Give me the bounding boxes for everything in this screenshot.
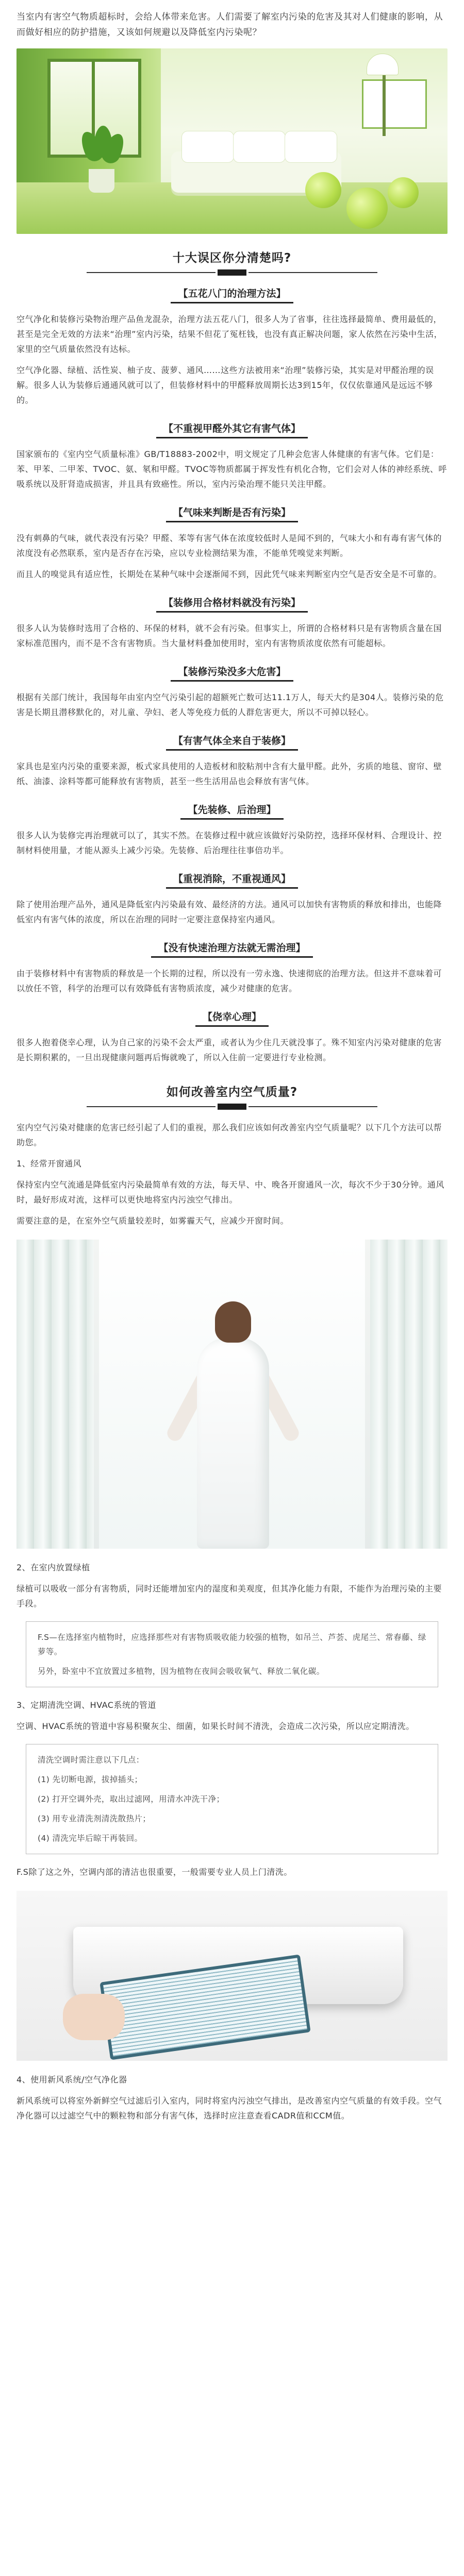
woman-figure <box>187 1301 279 1549</box>
subheading: 【没有快速治理方法就无需治理】 <box>0 940 464 958</box>
section-title-divider <box>0 1104 464 1110</box>
subheading: 【先装修、后治理】 <box>0 802 464 820</box>
checklist-item: (4) 清洗完毕后晾干再装回。 <box>38 1834 143 1843</box>
subheading: 【重视消除，不重视通风】 <box>0 871 464 889</box>
hero-lamp-icon <box>367 54 399 75</box>
step-heading: 4、使用新风系统/空气净化器 <box>16 2075 127 2084</box>
paragraph: 家具也是室内污染的重要来源，板式家具使用的人造板材和胶粘剂中含有大量甲醛。此外，劣质的地毯、窗帘、壁纸、油漆、涂料等都可能释放有害物质，甚至一些生活用品也会释放有害气体。 <box>16 761 442 786</box>
tip-text: F.S—在选择室内植物时，应选择那些对有害物质吸收能力较强的植物，如吊兰、芦荟、虎尾兰、常春藤、绿萝等。 <box>38 1633 426 1656</box>
paragraph: 室内空气污染对健康的危害已经引起了人们的重视，那么我们应该如何改善室内空气质量呢？以下几个方法可以帮助您。 <box>16 1123 442 1147</box>
hero-apple-icon <box>305 172 341 208</box>
tip-text: 另外，卧室中不宜放置过多植物，因为植物在夜间会吸收氧气、释放二氧化碳。 <box>38 1667 325 1676</box>
subheading: 【不重视甲醛外其它有害气体】 <box>0 421 464 438</box>
paragraph: 国家颁布的《室内空气质量标准》GB/T18883-2002中，明文规定了几种会危害人体健康的有害气体。它们是：苯、甲苯、二甲苯、TVOC、氨、氡和甲醛。TVOC等物质都属于挥发性有机化合物，它们会对人体的神经系统、呼吸系统以及肝肾造成损害，并且具有致癌性。所以，室内污染治理不能只关注甲醛。 <box>16 449 447 489</box>
hero-cushion <box>285 131 337 163</box>
paragraph: 根据有关部门统计，我国每年由室内空气污染引起的超额死亡数可达11.1万人，每天大约是304人。装修污染的危害是长期且潜移默化的，对儿童、孕妇、老人等免疫力低的人群危害更大，所以不可掉以轻心。 <box>16 692 444 717</box>
hero-apple-icon <box>388 177 419 208</box>
step-heading: 1、经常开窗通风 <box>16 1159 82 1168</box>
hero-plant-icon <box>78 126 125 193</box>
paragraph: 需要注意的是，在室外空气质量较差时，如雾霾天气，应减少开窗时间。 <box>16 1216 289 1226</box>
hero-apple-icon <box>346 188 388 229</box>
subheading: 【有害气体全来自于装修】 <box>0 733 464 751</box>
step-heading: 3、定期清洗空调、HVAC系统的管道 <box>16 1700 156 1710</box>
checklist-item: (1) 先切断电源，拔掉插头； <box>38 1775 143 1784</box>
subheading: 【五花八门的治理方法】 <box>0 286 464 303</box>
intro-text: 当室内有害空气物质超标时，会给人体带来危害。人们需要了解室内污染的危害及其对人们健康的影响，从而做好相应的防护措施，又该如何规避以及降低室内污染呢？ <box>16 12 443 38</box>
paragraph: 保持室内空气流通是降低室内污染最简单有效的方法，每天早、中、晚各开窗通风一次，每次不少于30分钟。通风时，最好形成对流，这样可以更快地将室内污浊空气排出。 <box>16 1180 444 1205</box>
paragraph: 没有刺鼻的气味，就代表没有污染？甲醛、苯等有害气体在浓度较低时人是闻不到的，气味大小和有毒有害气体的浓度没有必然联系，室内是否存在污染，应以专业检测结果为准，不能单凭嗅觉来判断。 <box>16 533 442 558</box>
paragraph: 绿植可以吸收一部分有害物质，同时还能增加室内的湿度和美观度，但其净化能力有限，不能作为治理污染的主要手段。 <box>16 1584 442 1608</box>
hero-picture-frame <box>362 79 427 129</box>
checklist-title: 清洗空调时需注意以下几点： <box>38 1755 144 1765</box>
hero-image <box>16 48 448 234</box>
paragraph: 空调、HVAC系统的管道中容易积聚灰尘、细菌，如果长时间不清洗，会造成二次污染，所以应定期清洗。 <box>16 1721 415 1731</box>
hand-icon <box>63 1994 125 2040</box>
window-curtain-photo <box>16 1240 448 1549</box>
checklist-item: (3) 用专业清洗剂清洗散热片； <box>38 1814 151 1823</box>
paragraph: 新风系统可以将室外新鲜空气过滤后引入室内，同时将室内污浊空气排出，是改善室内空气质量的有效手段。空气净化器可以过滤空气中的颗粒物和部分有害气体，选择时应注意查看CADR值和CCM值。 <box>16 2096 442 2121</box>
paragraph: 而且人的嗅觉具有适应性，长期处在某种气味中会逐渐闻不到，因此凭气味来判断室内空气是否安全是不可靠的。 <box>16 569 442 579</box>
section-title <box>0 1082 464 1110</box>
subheading: 【侥幸心理】 <box>0 1009 464 1027</box>
section-title <box>0 248 464 276</box>
paragraph: 由于装修材料中有害物质的释放是一个长期的过程，所以没有一劳永逸、快速彻底的治理方法。但这并不意味着可以放任不管，科学的治理可以有效降低有害物质浓度，减少对健康的危害。 <box>16 969 442 993</box>
step-heading: 2、在室内放置绿植 <box>16 1563 90 1572</box>
section-title-text: 如何改善室内空气质量? <box>166 1086 298 1099</box>
tip-box <box>26 1621 438 1687</box>
paragraph: 很多人认为装修完再治理就可以了，其实不然。在装修过程中就应该做好污染防控，选择环保材料、合理设计、控制材料使用量，才能从源头上减少污染。先装修、后治理往往事倍功半。 <box>16 831 442 855</box>
subheading: 【装修污染没多大危害】 <box>0 664 464 682</box>
paragraph: 空气净化器、绿植、活性炭、柚子皮、菠萝、通风……这些方法被用来“治理”装修污染，其实是对甲醛治理的误解。很多人认为装修后通通风就可以了，但装修材料中的甲醛释放周期长达3到15年，仅仅依靠通风是远远不够的。 <box>16 365 434 405</box>
checklist-item: (2) 打开空调外壳，取出过滤网，用清水冲洗干净； <box>38 1794 225 1804</box>
paragraph: 很多人认为装修时选用了合格的、环保的材料，就不会有污染。但事实上，所谓的合格材料只是有害物质含量在国家标准范围内，而不是不含有害物质。当大量材料叠加使用时，室内有害物质浓度依然有可能超标。 <box>16 623 442 648</box>
checklist-box <box>26 1744 438 1854</box>
paragraph: 除了使用治理产品外，通风是降低室内污染最有效、最经济的方法。通风可以加快有害物质的释放和排出，也能降低室内有害气体的浓度，所以在治理的同时一定要注意保持室内通风。 <box>16 900 442 924</box>
paragraph: 很多人抱着侥幸心理，认为自己家的污染不会太严重，或者认为少住几天就没事了。殊不知室内污染对健康的危害是长期积累的，一旦出现健康问题再后悔就晚了，所以入住前一定要进行专业检测。 <box>16 1038 442 1062</box>
hero-cushion <box>233 131 286 163</box>
section-title-text: 十大误区你分清楚吗? <box>172 251 292 265</box>
subheading: 【装修用合格材料就没有污染】 <box>0 595 464 613</box>
subheading: 【气味来判断是否有污染】 <box>0 505 464 522</box>
air-conditioner-filter-photo <box>16 1891 448 2061</box>
paragraph: 空气净化和装修污染物治理产品鱼龙混杂，治理方法五花八门，很多人为了省事，往往选择最简单、费用最低的，甚至是完全无效的方法来“治理”室内污染，结果不但花了冤枉钱，也没有真正解决问题，家人依然在污染中生活，家里的空气质量依然没有达标。 <box>16 314 443 354</box>
hero-cushion <box>181 131 234 163</box>
section-title-divider <box>0 269 464 276</box>
footnote: F.S除了这之外，空调内部的清洁也很重要，一般需要专业人员上门清洗。 <box>16 1867 292 1877</box>
